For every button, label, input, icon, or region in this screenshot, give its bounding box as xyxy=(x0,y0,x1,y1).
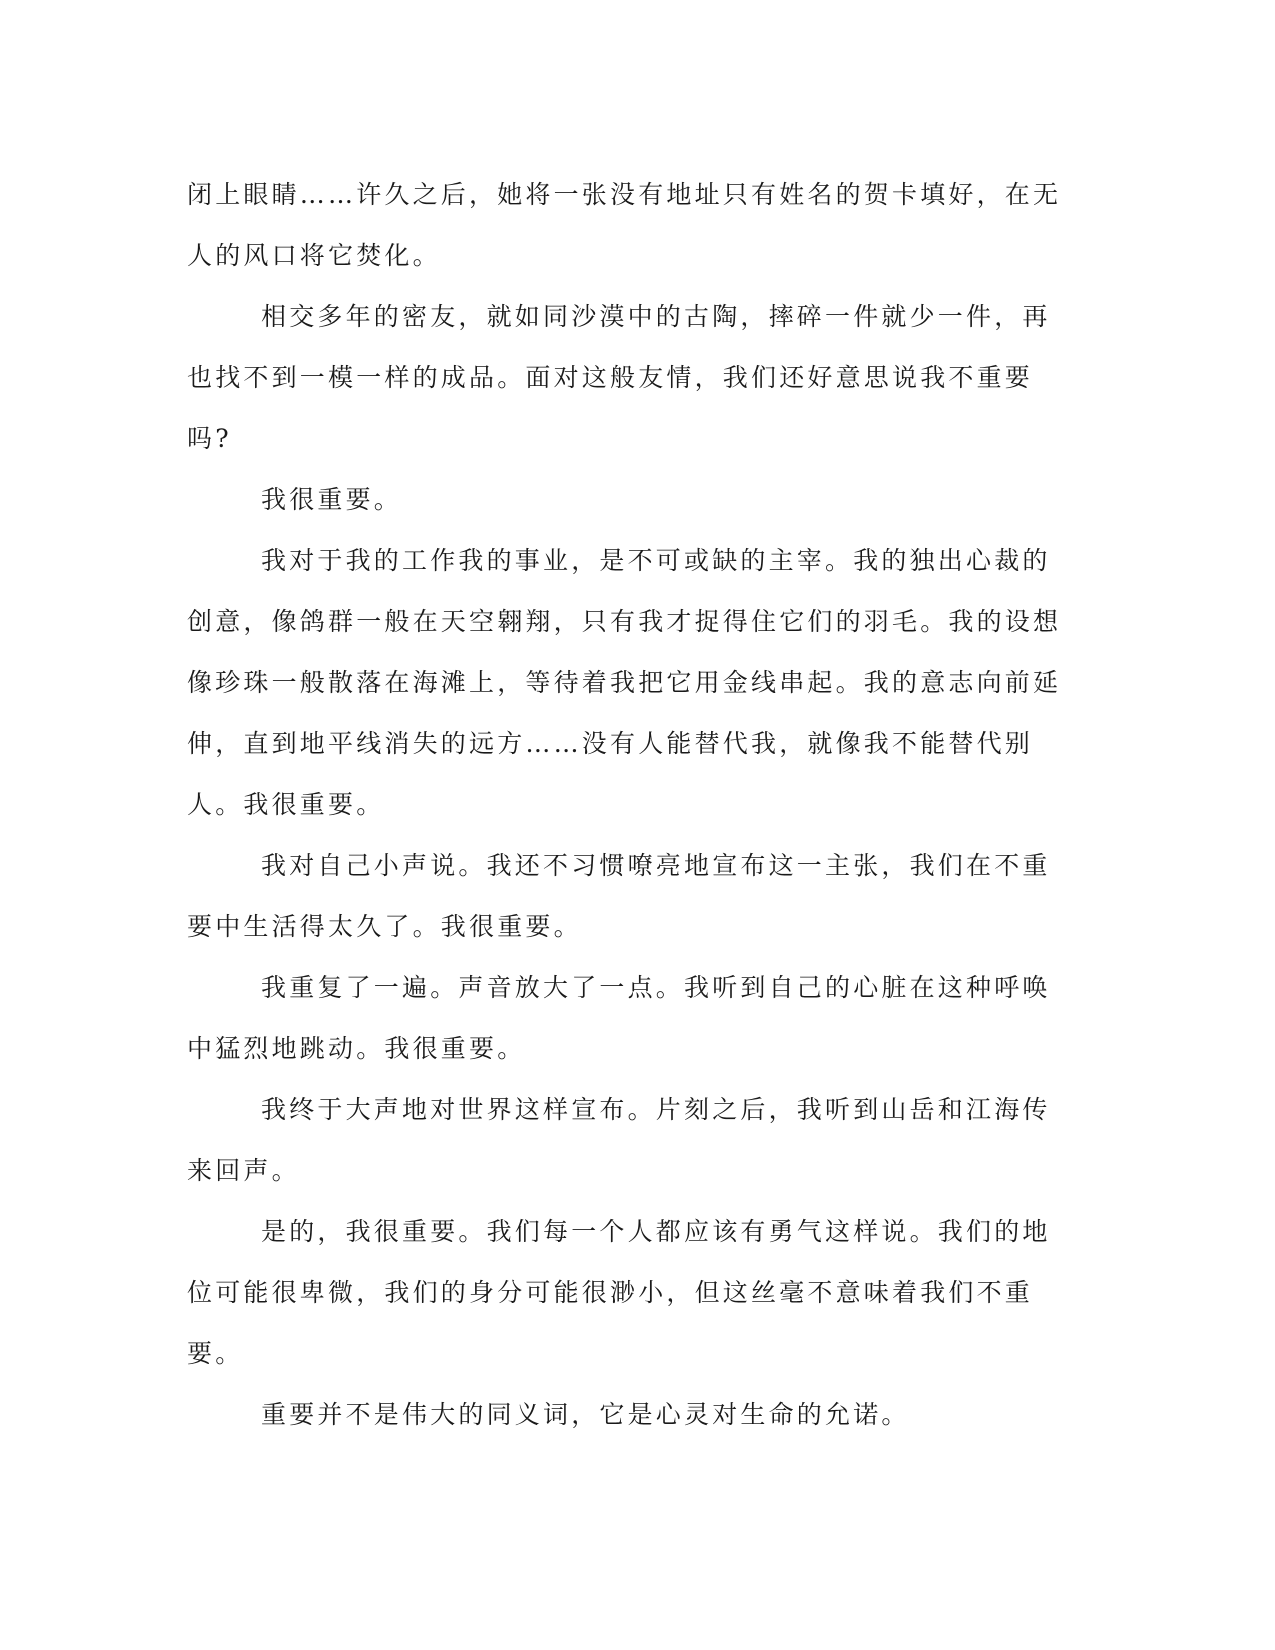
paragraph: 我对自己小声说。我还不习惯嘹亮地宣布这一主张，我们在不重要中生活得太久了。我很重要。 xyxy=(187,851,1051,941)
document-body xyxy=(187,164,1067,1445)
paragraph: 我很重要。 xyxy=(261,485,403,514)
paragraph: 我重复了一遍。声音放大了一点。我听到自己的心脏在这种呼唤中猛烈地跳动。我很重要。 xyxy=(187,973,1051,1063)
paragraph: 我对于我的工作我的事业，是不可或缺的主宰。我的独出心裁的创意，像鸽群一般在天空翱翔，只有我才捉得住它们的羽毛。我的设想像珍珠一般散落在海滩上，等待着我把它用金线串起。我的意志向前延伸，直到地平线消失的远方……没有人能替代我，就像我不能替代别人。我很重要。 xyxy=(187,546,1062,819)
paragraph: 重要并不是伟大的同义词，它是心灵对生命的允诺。 xyxy=(261,1400,910,1429)
paragraph: 闭上眼睛……许久之后，她将一张没有地址只有姓名的贺卡填好，在无人的风口将它焚化。 xyxy=(187,180,1062,270)
paragraph: 是的，我很重要。我们每一个人都应该有勇气这样说。我们的地位可能很卑微，我们的身分可能很渺小，但这丝毫不意味着我们不重要。 xyxy=(187,1217,1051,1368)
paragraph: 相交多年的密友，就如同沙漠中的古陶，摔碎一件就少一件，再也找不到一模一样的成品。面对这般友情，我们还好意思说我不重要吗? xyxy=(187,302,1051,453)
paragraph: 我终于大声地对世界这样宣布。片刻之后，我听到山岳和江海传来回声。 xyxy=(187,1095,1051,1185)
